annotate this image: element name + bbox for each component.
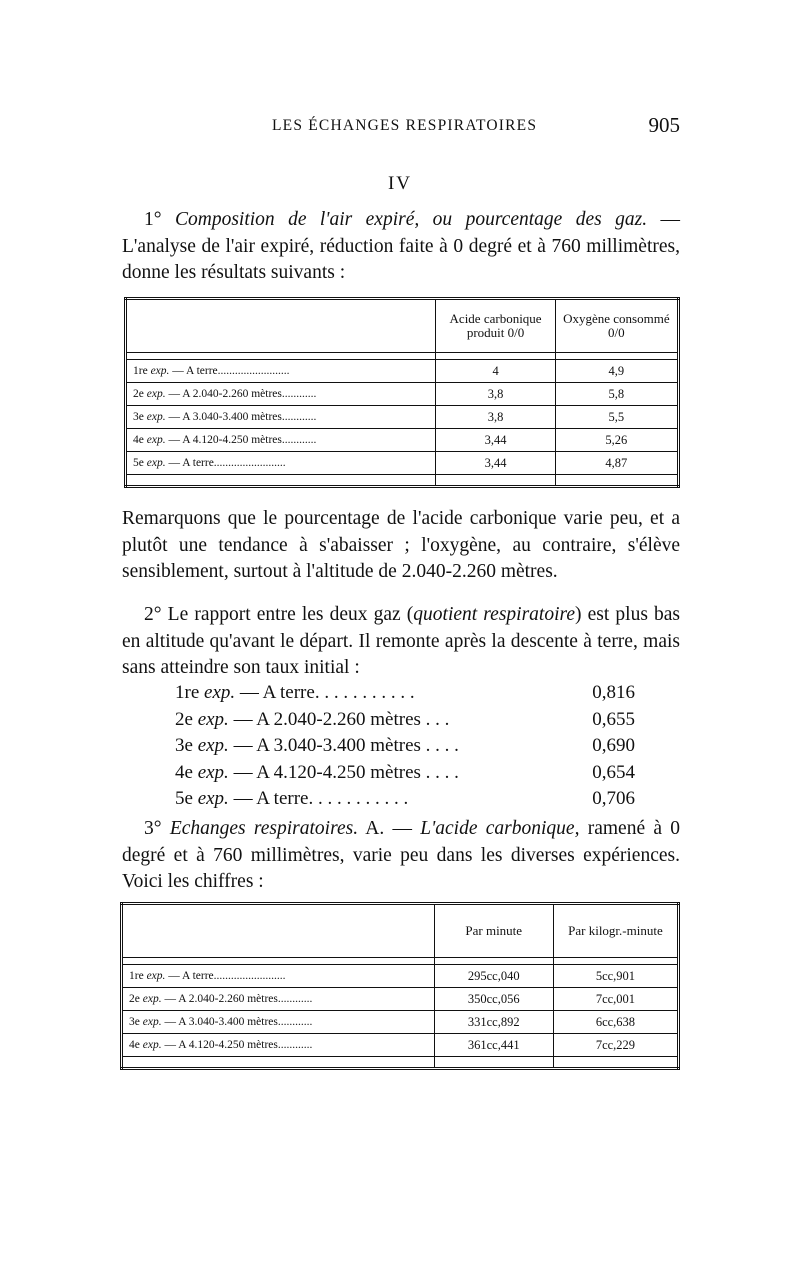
paragraph-title: Echanges respiratoires. — [169, 818, 359, 839]
paragraph-number: 1° — [144, 209, 162, 230]
header-o2-consumed: Oxygène consommé 0/0 — [555, 299, 678, 353]
header-per-minute: Par minute — [434, 904, 553, 958]
table-row: 5e exp. — A terre......................... 3,44 4,87 — [126, 452, 679, 475]
per-minute-value: 331cc,892 — [434, 1011, 553, 1034]
table-row: 3e exp. — A 3.040-3.400 mètres............ 331cc,892 6cc,638 — [122, 1011, 679, 1034]
list-item: 2e exp. — A 2.040-2.260 mètres . . . 0,655 — [175, 707, 635, 734]
header-co2-produced: Acide carbonique produit 0/0 — [436, 299, 555, 353]
per-kg-value: 7cc,229 — [553, 1034, 678, 1057]
o2-value: 5,26 — [555, 429, 678, 452]
table-row: 3e exp. — A 3.040-3.400 mètres............ 3,8 5,5 — [126, 406, 679, 429]
subsection-title: L'acide carbonique, — [420, 818, 580, 839]
o2-value: 4,87 — [555, 452, 678, 475]
list-item: 1re exp. — A terre. . . . . . . . . . . 0,816 — [175, 680, 635, 707]
table-co2-exchange — [120, 902, 680, 1070]
list-item: 3e exp. — A 3.040-3.400 mètres . . . . 0,690 — [175, 733, 635, 760]
paragraph-number: 3° — [144, 818, 162, 839]
quotient-value: 0,816 — [592, 682, 635, 703]
list-item: 5e exp. — A terre. . . . . . . . . . . 0,706 — [175, 786, 635, 813]
o2-value: 4,9 — [555, 360, 678, 383]
table-row: 2e exp. — A 2.040-2.260 mètres............ 350cc,056 7cc,001 — [122, 988, 679, 1011]
paragraph-quotient: 2° Le rapport entre les deux gaz (quotient respiratoire) est plus bas en altitude qu'avant le départ. Il remonte après la descente à terre, mais sans atteindre son taux initial : — [122, 604, 681, 678]
per-minute-value: 361cc,441 — [434, 1034, 553, 1057]
per-minute-value: 350cc,056 — [434, 988, 553, 1011]
table-row: 2e exp. — A 2.040-2.260 mètres............ 3,8 5,8 — [126, 383, 679, 406]
co2-value: 3,44 — [436, 429, 555, 452]
header-per-kg-minute: Par kilogr.-minute — [553, 904, 678, 958]
paragraph-number: 2° — [144, 604, 162, 625]
table-header-row — [122, 904, 679, 958]
table-header-row — [126, 299, 679, 353]
running-head — [120, 113, 680, 139]
paragraph-remark: Remarquons que le pourcentage de l'acide carbonique varie peu, et a plutôt une tendance à s'abaisser ; l'oxygène, au contraire, s'élève sensiblement, surtout à l'altitude de 2.040-2.260 mètres. — [122, 508, 680, 582]
page-number: 905 — [648, 113, 680, 137]
paragraph-text: — L'analyse de l'air expiré, réduction faite à 0 degré et à 760 millimètres, donne les résultats suivants : — [122, 209, 681, 283]
per-kg-value: 6cc,638 — [553, 1011, 678, 1034]
running-head-title: LES ÉCHANGES RESPIRATOIRES — [272, 117, 538, 134]
quotient-list — [175, 680, 635, 813]
quotient-value: 0,706 — [592, 788, 635, 809]
quotient-value: 0,655 — [592, 708, 635, 730]
table-row: 4e exp. — A 4.120-4.250 mètres............ 361cc,441 7cc,229 — [122, 1034, 679, 1057]
table-row: 1re exp. — A terre......................... 4 4,9 — [126, 360, 679, 383]
per-kg-value: 5cc,901 — [553, 965, 678, 988]
per-kg-value: 7cc,001 — [553, 988, 678, 1011]
paragraph-composition — [122, 207, 680, 287]
co2-value: 3,44 — [436, 452, 555, 475]
quotient-value: 0,654 — [592, 761, 635, 783]
table-header-empty — [122, 904, 435, 958]
quotient-term: quotient respiratoire — [413, 604, 576, 625]
section-number: IV — [387, 173, 413, 194]
per-minute-value: 295cc,040 — [434, 965, 553, 988]
paragraph-exchanges: 3° Echanges respiratoires. A. — L'acide carbonique, ramené à 0 degré et à 760 millimètres, varie peu dans les diverses expériences. Voici les chiffres : — [122, 818, 681, 892]
table-row: 1re exp. — A terre......................... 295cc,040 5cc,901 — [122, 965, 679, 988]
list-item: 4e exp. — A 4.120-4.250 mètres . . . . 0,654 — [175, 760, 635, 787]
quotient-value: 0,690 — [592, 735, 635, 756]
co2-value: 3,8 — [436, 383, 555, 406]
o2-value: 5,8 — [555, 383, 678, 406]
table-row: 4e exp. — A 4.120-4.250 mètres............ 3,44 5,26 — [126, 429, 679, 452]
paragraph-title: Composition de l'air expiré, ou pourcentage des gaz. — [174, 209, 648, 230]
o2-value: 5,5 — [555, 406, 678, 429]
table-gas-percentage — [124, 297, 680, 488]
co2-value: 4 — [436, 360, 555, 383]
table-header-empty — [126, 299, 436, 353]
co2-value: 3,8 — [436, 406, 555, 429]
